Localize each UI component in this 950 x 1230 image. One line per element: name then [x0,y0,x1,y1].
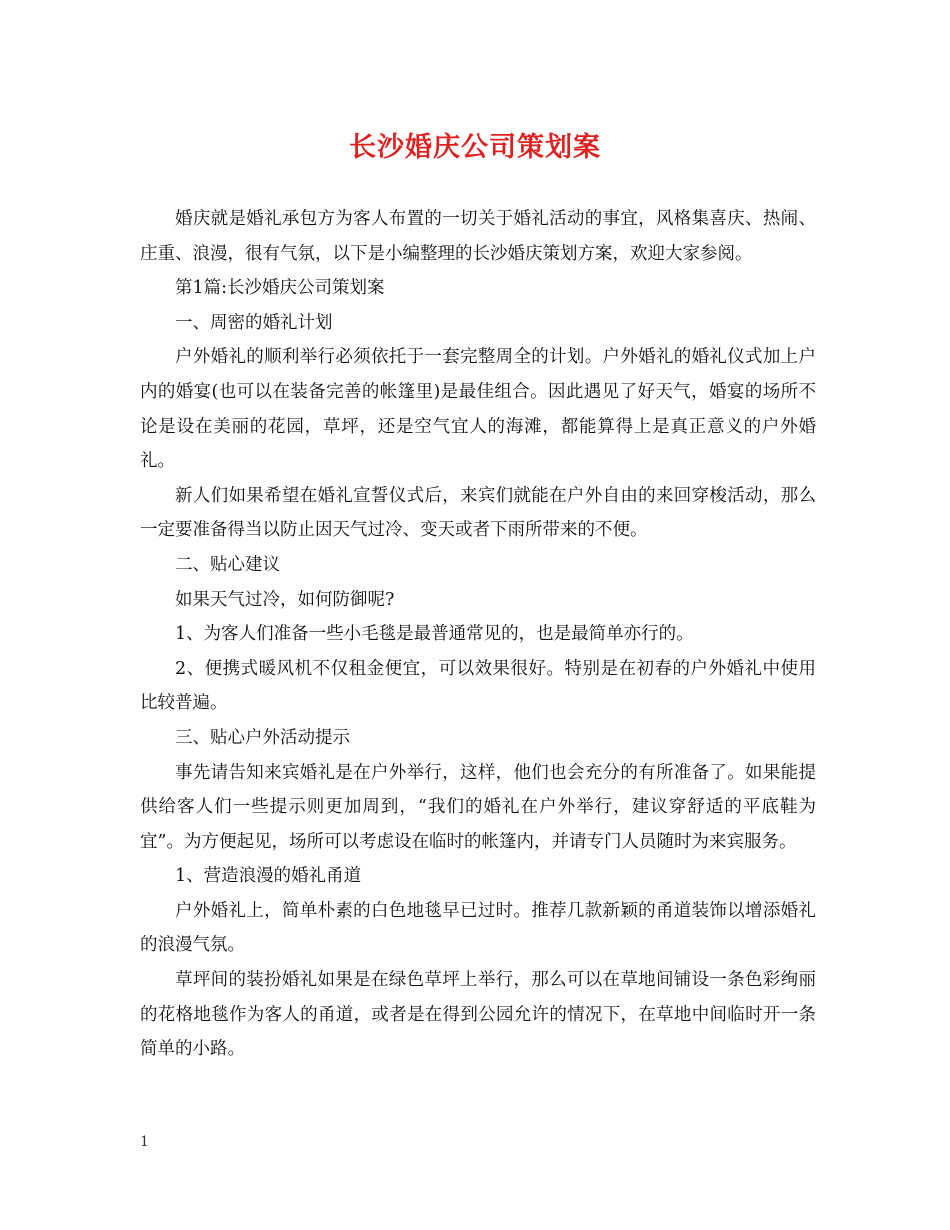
document-body [140,202,816,1067]
document-title: 长沙婚庆公司策划案 [349,132,601,163]
paragraph-heading-outdoor: 三、贴心户外活动提示 [175,727,350,748]
paragraph-cold-question: 如果天气过冷，如何防御呢? [175,589,395,610]
paragraph-intro: 婚庆就是婚礼承包方为客人布置的一切关于婚礼活动的事宜，风格集喜庆、热闹、庄重、浪漫，很有气氛，以下是小编整理的长沙婚庆策划方案，欢迎大家参阅。 [140,209,816,264]
paragraph-lawn: 草坪间的装扮婚礼如果是在绿色草坪上举行，那么可以在草地间铺设一条色彩绚丽的花格地毯作为客人的甬道，或者是在得到公园允许的情况下，在草地中间临时开一条简单的小路。 [140,970,816,1060]
paragraph-tip-heater: 2、便携式暖风机不仅租金便宜，可以效果很好。特别是在初春的户外婚礼中使用比较普遍。 [140,658,816,714]
paragraph-plan: 户外婚礼的顺利举行必须依托于一套完整周全的计划。户外婚礼的婚礼仪式加上户内的婚宴(也可以在装备完善的帐篷里)是最佳组合。因此遇见了好天气，婚宴的场所不论是设在美丽的花园，草坪，还是空气宜人的海滩，都能算得上是真正意义的户外婚礼。 [140,347,816,472]
paragraph-aisle: 户外婚礼上，简单朴素的白色地毯早已过时。推荐几款新颖的甬道装饰以增添婚礼的浪漫气氛。 [140,900,816,956]
paragraph-tip-blankets: 1、为客人们准备一些小毛毯是最普通常见的，也是最简单亦行的。 [175,624,694,645]
page-number: 1 [140,1134,149,1150]
paragraph-heading-advice: 二、贴心建议 [175,554,280,575]
paragraph-heading-aisle: 1、营造浪漫的婚礼甬道 [175,866,362,887]
paragraph-notify-guests: 事先请告知来宾婚礼是在户外举行，这样，他们也会充分的有所准备了。如果能提供给客人们一些提示则更加周到，“我们的婚礼在户外举行，建议穿舒适的平底鞋为宜”。为方便起见，场所可以考虑设在临时的帐篷内，并请专门人员随时为来宾服务。 [140,762,816,852]
paragraph-section-heading: 第1篇:长沙婚庆公司策划案 [175,278,385,299]
paragraph-heading-plan: 一、周密的婚礼计划 [175,312,333,333]
paragraph-guests: 新人们如果希望在婚礼宣誓仪式后，来宾们就能在户外自由的来回穿梭活动，那么一定要准备得当以防止因天气过冷、变天或者下雨所带来的不便。 [140,485,816,541]
